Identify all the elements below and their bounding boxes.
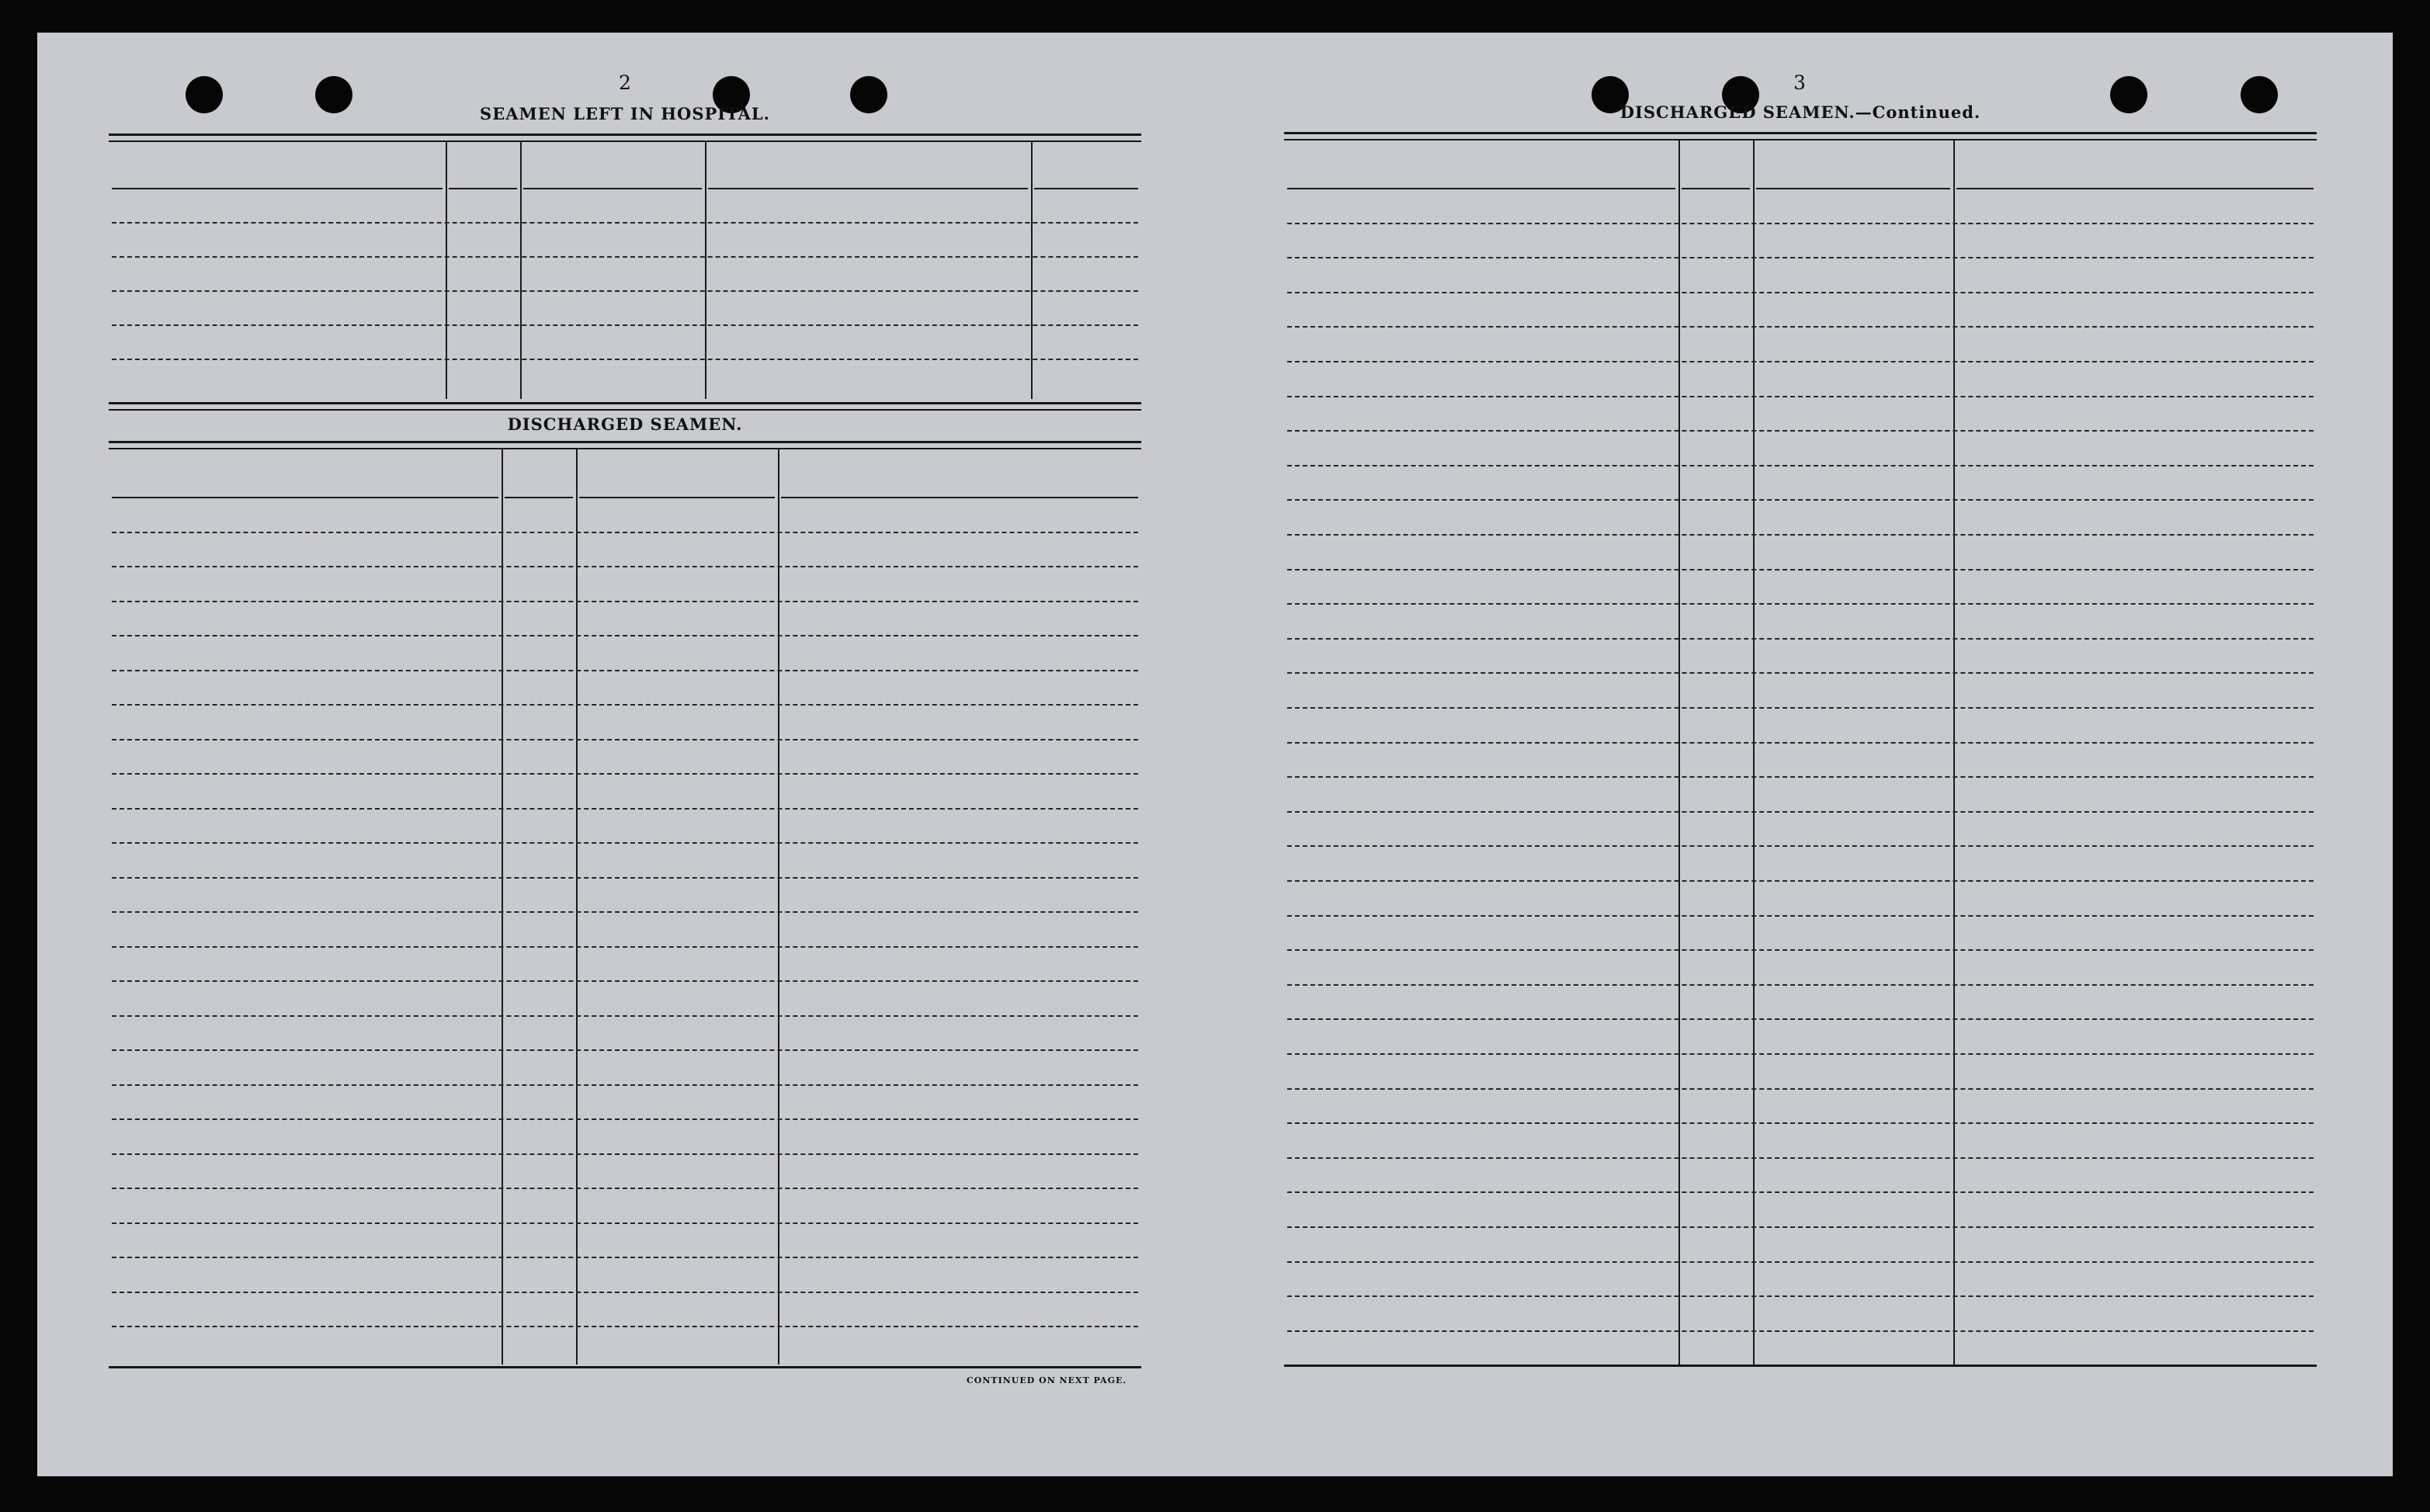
header-underline	[579, 497, 775, 498]
entry-line	[112, 324, 1138, 326]
entry-line	[112, 704, 1138, 706]
header-underline	[523, 188, 702, 189]
entry-line	[1287, 1053, 2314, 1055]
column-divider	[1953, 140, 1955, 1365]
entry-line	[112, 635, 1138, 636]
header-underline	[1682, 188, 1750, 189]
page-number: 2	[619, 71, 631, 94]
column-divider	[778, 449, 779, 1365]
entry-line	[112, 1257, 1138, 1258]
header-underline	[1034, 188, 1138, 189]
entry-line	[1287, 1122, 2314, 1124]
entry-line	[1287, 603, 2314, 605]
entry-line	[112, 1084, 1138, 1086]
header-underline	[505, 497, 573, 498]
entry-line	[112, 911, 1138, 913]
entry-line	[1287, 672, 2314, 674]
column-divider	[446, 141, 447, 399]
entry-line	[112, 222, 1138, 224]
entry-line	[112, 980, 1138, 982]
entry-line	[112, 877, 1138, 879]
header-underline	[449, 188, 517, 189]
entry-line	[112, 670, 1138, 671]
column-divider	[576, 449, 578, 1365]
entry-line	[1287, 776, 2314, 778]
bottom-rule	[109, 1366, 1141, 1368]
entry-line	[1287, 292, 2314, 293]
right-page	[1284, 33, 2348, 1476]
entry-line	[112, 290, 1138, 292]
bottom-rule	[1284, 1365, 2317, 1367]
entry-line	[112, 773, 1138, 775]
column-divider	[520, 141, 522, 399]
entry-line	[1287, 223, 2314, 224]
column-divider	[502, 449, 503, 1365]
entry-line	[1287, 1261, 2314, 1263]
entry-line	[1287, 845, 2314, 847]
entry-line	[1287, 499, 2314, 501]
entry-line	[1287, 811, 2314, 813]
entry-line	[1287, 984, 2314, 986]
header-underline	[781, 497, 1138, 498]
discharged-continued-table	[1284, 140, 2317, 1382]
header-underline	[1756, 188, 1950, 189]
page-number: 3	[1793, 71, 1806, 94]
entry-line	[1287, 1330, 2314, 1332]
entry-line	[1287, 1157, 2314, 1159]
entry-line	[112, 1222, 1138, 1224]
entry-line	[112, 1326, 1138, 1327]
entry-line	[1287, 1018, 2314, 1020]
discharged-section-title: DISCHARGED SEAMEN.	[507, 414, 743, 434]
entry-line	[1287, 742, 2314, 744]
entry-line	[112, 1015, 1138, 1017]
entry-line	[112, 842, 1138, 844]
entry-line	[112, 566, 1138, 567]
continued-note: CONTINUED ON NEXT PAGE.	[967, 1375, 1127, 1385]
entry-line	[1287, 638, 2314, 640]
discharged-table	[109, 449, 1141, 1403]
header-underline	[112, 497, 498, 498]
entry-line	[1287, 534, 2314, 536]
entry-line	[1287, 361, 2314, 362]
entry-line	[112, 739, 1138, 740]
entry-line	[112, 808, 1138, 810]
header-underline	[112, 188, 443, 189]
entry-line	[112, 601, 1138, 602]
column-divider	[705, 141, 706, 399]
entry-line	[112, 256, 1138, 258]
entry-line	[112, 1153, 1138, 1155]
discharged-continued-title: DISCHARGED SEAMEN.—Continued.	[1619, 102, 1981, 122]
entry-line	[1287, 326, 2314, 328]
header-underline	[1956, 188, 2314, 189]
section-rule	[109, 402, 1141, 411]
entry-line	[112, 946, 1138, 948]
entry-line	[1287, 1295, 2314, 1297]
entry-line	[112, 1118, 1138, 1120]
entry-line	[1287, 257, 2314, 258]
header-underline	[708, 188, 1028, 189]
entry-line	[1287, 1226, 2314, 1228]
column-divider	[1753, 140, 1755, 1365]
entry-line	[112, 359, 1138, 360]
document-spread	[37, 33, 2393, 1476]
entry-line	[1287, 396, 2314, 397]
entry-line	[112, 532, 1138, 533]
column-divider	[1031, 141, 1033, 399]
entry-line	[1287, 465, 2314, 466]
entry-line	[1287, 569, 2314, 570]
column-divider	[1678, 140, 1680, 1365]
entry-line	[112, 1292, 1138, 1293]
header-underline	[1287, 188, 1675, 189]
entry-line	[112, 1049, 1138, 1051]
entry-line	[1287, 1191, 2314, 1193]
entry-line	[112, 1188, 1138, 1189]
entry-line	[1287, 1088, 2314, 1090]
entry-line	[1287, 915, 2314, 917]
entry-line	[1287, 949, 2314, 951]
entry-line	[1287, 707, 2314, 709]
entry-line	[1287, 880, 2314, 882]
left-page	[109, 33, 1141, 1476]
entry-line	[1287, 430, 2314, 432]
hospital-section-title: SEAMEN LEFT IN HOSPITAL.	[480, 104, 770, 123]
